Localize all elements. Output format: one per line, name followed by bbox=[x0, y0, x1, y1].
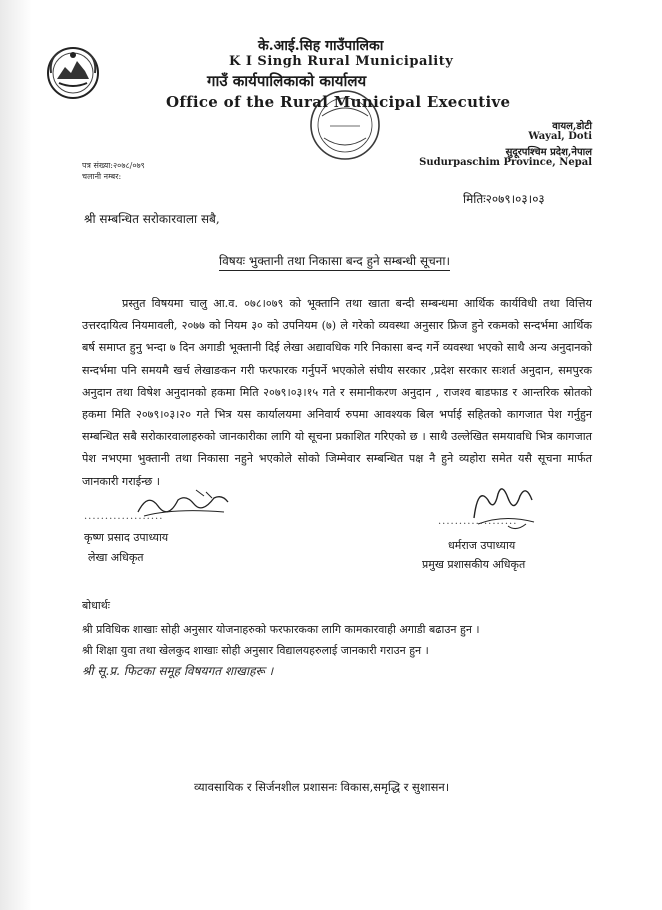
cc-item: श्री शिक्षा युवा तथा खेलकुद शाखाः सोही अनुसार विद्यालयहरुलाई जानकारी गराउन हुन । bbox=[82, 644, 429, 657]
signatory-name-left: कृष्ण प्रसाद उपाध्याय bbox=[84, 531, 169, 544]
municipality-name-nepali: के.आई.सिह गाउँपालिका bbox=[258, 38, 384, 54]
notice-body: प्रस्तुत विषयमा चालु आ.व. ०७८।०७९ को भूक्तानि तथा खाता बन्दी सम्बन्धमा आर्थिक कार्यविधी तथा वित्तिय उत्तरदायित्व नियमावली, २०७७ को नियम ३० को उपनियम (७) ले गरेको व्यवस्था अनुसार फ्रिज हुने रकमको सन्दर्भमा आर्थिक बर्ष समाप्त हुनु भन्दा ७ दिन अगाडी भूक्तानी दिई लेखा अद्यावधिक गरि निकासा बन्द गर्ने व्यवस्था भएको साथै अन्य अनुदानको सन्दर्भमा पनि समयमै खर्च लेखाङकन गरी फरफारक गर्नुपर्ने भएकोले संघीय सरकार ,प्रदेश सरकार सःशर्त अनुदान, समपुरक अनुदान तथा विषेश अनुदानको हकमा मिति २०७९।०३।१५ गते र समानीकरण अनुदान , राजश्व बाडफाड र आन्तरिक स्रोतको हकमा मिति २०७९।०३।२० गते भित्र यस कार्यालयमा अनिवार्य रुपमा आवश्यक बिल भर्पाई सहितको कागजात पेश गर्नुहुन सम्बन्धित सबै सरोकारवालाहरुको जानकारीका लागि यो सूचना प्रकाशित गरिएको छ । साथै उल्लेखित समयावधि भित्र कागजात पेश नभएमा भुक्तानी तथा निकासा नहुने भएकोले सोको जिम्मेवार सम्बन्धित पक्ष नै हुने व्यहोरा समेत यसै सूचना मार्फत जानकारी गराईन्छ । bbox=[82, 297, 592, 488]
dispatch-number: चलानी नम्बर: bbox=[82, 172, 122, 181]
footer-motto: व्यावसायिक र सिर्जनशील प्रशासनः विकास,समृद्धि र सुशासन। bbox=[194, 780, 450, 794]
letter-number: पत्र संख्या:२०७८/०७९ bbox=[82, 161, 145, 170]
cc-label: बोधार्थः bbox=[82, 599, 110, 612]
cc-item: श्री प्रविधिक शाखाः सोही अनुसार योजनाहरुको फरफारकका लागि कामकारवाही अगाडी बढाउन हुन । bbox=[82, 623, 480, 636]
address-english: Wayal, Doti bbox=[528, 131, 592, 142]
address-nepali: वायल,डोटी bbox=[552, 121, 592, 132]
province-english: Sudurpaschim Province, Nepal bbox=[419, 157, 592, 168]
letter-date: मितिः२०७९।०३।०३ bbox=[463, 192, 545, 206]
subject-line: विषयः भुक्तानी तथा निकासा बन्द हुने सम्बन्धी सूचना। bbox=[219, 252, 450, 271]
municipality-name-english: K I Singh Rural Municipality bbox=[229, 54, 454, 69]
office-name-english: Office of the Rural Municipal Executive bbox=[166, 93, 511, 111]
salutation: श्री सम्बन्धित सरोकारवाला सबै, bbox=[84, 212, 220, 226]
province-nepali: सुदूरपश्चिम प्रदेश,नेपाल bbox=[505, 147, 592, 158]
signatory-title-left: लेखा अधिकृत bbox=[88, 551, 144, 564]
scan-shadow bbox=[0, 0, 32, 910]
nepal-emblem-icon bbox=[45, 45, 101, 101]
office-name-nepali: गाउँ कार्यपालिकाको कार्यालय bbox=[207, 72, 367, 90]
signature-line-right: ................... bbox=[438, 516, 518, 527]
signature-line-left: ................... bbox=[84, 511, 164, 522]
signatory-title-right: प्रमुख प्रशासकीय अधिकृत bbox=[422, 558, 526, 571]
cc-handwritten-note: श्री सू.प्र. फिटका समूह विषयगत शाखाहरू । bbox=[82, 664, 274, 678]
signatory-name-right: धर्मराज उपाध्याय bbox=[448, 539, 516, 552]
